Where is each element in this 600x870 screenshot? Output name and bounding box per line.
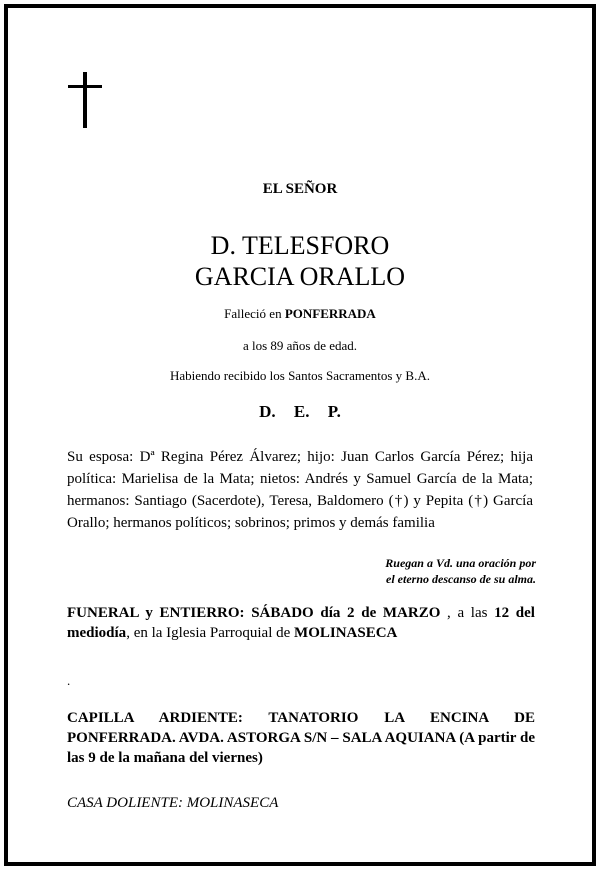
funeral-label: FUNERAL y ENTIERRO: SÁBADO día 2 de MARZO — [67, 605, 441, 621]
chapel-paragraph: CAPILLA ARDIENTE: TANATORIO LA ENCINA DE PONFERRADA. AVDA. ASTORGA S/N – SALA AQUIANA (A partir de las 9 de la mañana del viernes) — [67, 710, 535, 766]
death-place-prefix: Falleció en — [224, 306, 285, 321]
name-line-2: GARCIA ORALLO — [194, 262, 406, 291]
dep-text: D. E. P. — [259, 402, 341, 421]
prayer-line-2: el eterno descanso de su alma. — [386, 572, 536, 586]
funeral-location: MOLINASECA — [294, 625, 398, 641]
funeral-paragraph — [67, 603, 535, 643]
family-paragraph: Su esposa: Dª Regina Pérez Álvarez; hijo: Juan Carlos García Pérez; hija política: Marielisa de la Mata; nietos: Andrés y Samuel García de la Mata; hermanos: Santiago (Sacerdote), Teresa, Baldomero (†) y Pepita (†) García Orallo; hermanos políticos; sobrinos; primos y demás familia — [67, 449, 533, 531]
deceased-name — [0, 230, 600, 292]
sacraments-text: Habiendo recibido los Santos Sacramentos y B.A. — [170, 368, 430, 383]
separator-dot: . — [67, 673, 71, 688]
funeral-time-prefix: , a las — [440, 605, 495, 621]
name-line-1: D. TELESFORO — [210, 231, 390, 260]
death-place-name: PONFERRADA — [284, 306, 376, 321]
funeral-time: 12 del mediodía — [67, 605, 535, 641]
cross-icon — [66, 72, 104, 134]
header-title: EL SEÑOR — [262, 181, 338, 197]
age-text: a los 89 años de edad. — [242, 338, 358, 353]
casa-doliente: CASA DOLIENTE: MOLINASECA — [67, 795, 279, 811]
prayer-request — [385, 555, 536, 587]
funeral-location-prefix: , en la Iglesia Parroquial de — [126, 625, 295, 641]
death-place — [0, 306, 600, 322]
prayer-line-1: Ruegan a Vd. una oración por — [385, 556, 536, 570]
